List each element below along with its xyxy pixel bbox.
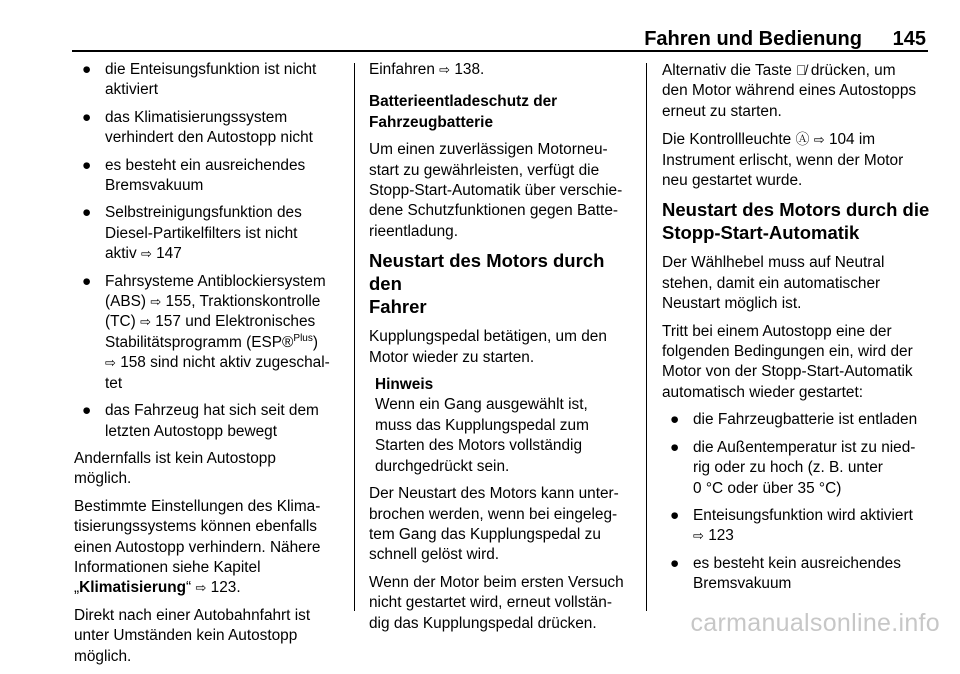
page-ref-icon: ⇨ bbox=[439, 62, 451, 77]
paragraph: Alternativ die Taste Ⓐ̸ drücken, um den Motor während eines Autostopps erneut zu starten. bbox=[662, 62, 917, 120]
paragraph: Andernfalls ist kein Autostopp möglich. bbox=[74, 449, 276, 488]
bullet-icon: ● bbox=[670, 506, 680, 524]
column-1 bbox=[74, 60, 344, 674]
page-ref[interactable]: 157 und Elektronisches bbox=[155, 313, 316, 331]
section-heading: Neustart des Motors durch die Stopp-Start-Automatik bbox=[662, 199, 930, 244]
note-box: Hinweis Wenn ein Gang ausgewählt ist, muss das Kupplungspedal zum Starten des Motors vollständig durchgedrückt sein. bbox=[375, 376, 589, 475]
watermark: carmanualsonline.info bbox=[690, 609, 940, 637]
autostop-indicator-icon: Ⓐ bbox=[795, 131, 810, 148]
page-ref-icon: ⇨ bbox=[140, 246, 152, 262]
page-ref[interactable]: 123 bbox=[708, 527, 734, 545]
stop-start-button-icon: Ⓐ̸ bbox=[796, 62, 807, 78]
bullet-icon: ● bbox=[82, 156, 92, 174]
header-rule bbox=[72, 50, 928, 52]
paragraph: Die Kontrollleuchte Ⓐ ⇨ 104 im Instrument erlischt, wenn der Motor neu gestartet wurde. bbox=[662, 131, 904, 190]
subheading: Batterieentladeschutz der Fahrzeugbatterie bbox=[369, 93, 558, 131]
list-item: ● die Außentemperatur ist zu nied- rig oder zu hoch (z. B. unter 0 °C oder über 35 °C) bbox=[670, 438, 916, 497]
bullet-icon: ● bbox=[670, 411, 680, 429]
column-divider-1 bbox=[354, 63, 355, 611]
paragraph: Um einen zuverlässigen Motorneu- start zu gewährleisten, verfügt die Stopp-Start-Automatik über verschie- dene Schutzfunktionen gegen Batte- rieentladung. bbox=[369, 141, 623, 240]
note-title: Hinweis bbox=[375, 376, 434, 394]
page-ref-icon: ⇨ bbox=[150, 294, 162, 310]
page-ref[interactable]: 155, Traktionskontrolle bbox=[165, 293, 321, 311]
paragraph: Bestimmte Einstellungen des Klima- tisierungssystems können ebenfalls einen Autostopp verhindern. Nähere Informationen siehe Kapitel „Klimatisierung“ ⇨ 123. bbox=[74, 497, 321, 597]
page-number: 145 bbox=[892, 28, 926, 50]
page-ref-icon: ⇨ bbox=[140, 314, 151, 330]
list-item: ● es besteht kein ausreichendes Bremsvakuum bbox=[670, 554, 901, 593]
list-item: ● es besteht ein ausreichendes Bremsvakuum bbox=[82, 156, 306, 195]
page-ref-icon: ⇨ bbox=[693, 528, 704, 544]
bullet-icon: ● bbox=[670, 554, 680, 572]
bullet-icon: ● bbox=[670, 438, 680, 456]
bullet-icon: ● bbox=[82, 108, 92, 126]
page-ref[interactable]: 123. bbox=[210, 579, 241, 597]
list-item: ● die Enteisungsfunktion ist nicht aktiviert bbox=[82, 61, 317, 99]
paragraph: Kupplungspedal betätigen, um den Motor wieder zu starten. bbox=[369, 328, 607, 366]
list-item: ● Fahrsysteme Antiblockiersystem (ABS) ⇨ 155, Traktionskontrolle (TC) ⇨ 157 und Elektronisches Stabilitätsprogramm (ESP®$^{Plus}$) ⇨ 158 sind nicht aktiv zugeschal- tet bbox=[82, 272, 330, 392]
chapter-link[interactable]: Klimatisierung bbox=[79, 579, 187, 597]
bullet-icon: ● bbox=[82, 61, 92, 78]
section-heading: Neustart des Motors durch den Fahrer bbox=[369, 250, 605, 318]
page-ref[interactable]: 138. bbox=[454, 61, 485, 78]
list-item: ● das Klimatisierungssystem verhindert den Autostopp nicht bbox=[82, 108, 313, 147]
column-2 bbox=[369, 60, 637, 641]
paragraph: Der Neustart des Motors kann unter- brochen werden, wenn bei eingeleg- tem Gang das Kupplungspedal zu schnell gelöst wird. bbox=[369, 485, 619, 564]
list-item: ● das Fahrzeug hat sich seit dem letzten Autostopp bewegt bbox=[82, 402, 319, 440]
bullet-icon: ● bbox=[82, 204, 92, 222]
bullet-icon: ● bbox=[82, 402, 92, 420]
column-3 bbox=[662, 60, 930, 602]
page-ref-icon: ⇨ bbox=[195, 580, 207, 596]
list-item: ● Enteisungsfunktion wird aktiviert ⇨ 123 bbox=[670, 506, 913, 545]
paragraph: Einfahren ⇨ 138. bbox=[369, 61, 485, 78]
paragraph: Wenn der Motor beim ersten Versuch nicht gestartet wird, erneut vollstän- dig das Kupplungspedal drücken. bbox=[369, 573, 624, 632]
page-ref-icon: ⇨ bbox=[813, 132, 825, 148]
paragraph: Direkt nach einer Autobahnfahrt ist unter Umständen kein Autostopp möglich. bbox=[74, 606, 311, 665]
bullet-icon: ● bbox=[82, 272, 92, 290]
column-divider-2 bbox=[646, 63, 647, 611]
page-ref[interactable]: 158 sind nicht aktiv zugeschal- bbox=[120, 354, 330, 372]
paragraph: Tritt bei einem Autostopp eine der folgenden Bedingungen ein, wird der Motor von der Stopp-Start-Automatik automatisch wieder gestartet: bbox=[662, 322, 913, 401]
paragraph: Der Wählhebel muss auf Neutral stehen, damit ein automatischer Neustart möglich ist. bbox=[662, 254, 885, 313]
page-ref[interactable]: 147 bbox=[156, 245, 182, 263]
header-title: Fahren und Bedienung bbox=[644, 28, 862, 50]
page-ref-icon: ⇨ bbox=[105, 355, 116, 371]
list-item: ● Selbstreinigungsfunktion des Diesel-Partikelfilters ist nicht aktiv ⇨ 147 bbox=[82, 204, 302, 263]
list-item: ● die Fahrzeugbatterie ist entladen bbox=[662, 410, 930, 430]
page-ref[interactable]: 104 im bbox=[828, 131, 876, 149]
